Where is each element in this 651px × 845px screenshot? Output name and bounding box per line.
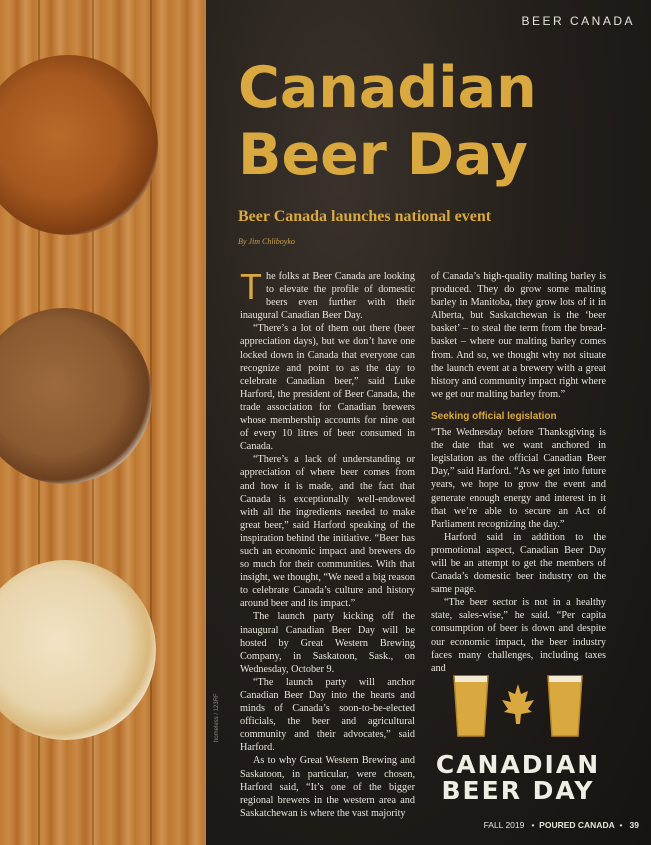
title-line-2: Beer Day <box>238 122 528 188</box>
page-number: 39 <box>629 820 639 830</box>
paragraph: Harford said in addition to the promotional aspect, Canadian Beer Day will be an attempt to get the members of Canada’s domestic beer industry on the same page. <box>431 531 606 596</box>
paragraph: The launch party kicking off the inaugural Canadian Beer Day will be hosted by Great Western Brewing Company, in Saskatoon, Sask., on Wednesday, October 9. <box>240 611 415 675</box>
page-footer: FALL 2019 • POURED CANADA • 39 <box>483 820 639 830</box>
body-column-2 <box>431 270 606 675</box>
paragraph: “There’s a lot of them out there (beer appreciation days), but we don’t have one locked down in Canada that everyone can recognize and point to as the day to celebrate Canadian beer,” said Luke Harford, the president of Beer Canada, the trade association for Canadian brewers whose membership accounts for nine out of every 10 litres of beer consumed in Canada. <box>240 323 415 453</box>
paragraph: he folks at Beer Canada are looking to elevate the profile of domestic beers even further with their inaugural Canadian Beer Day. <box>240 271 415 322</box>
magazine-name: POURED CANADA <box>539 820 615 830</box>
paragraph: “The launch party will anchor Canadian Beer Day into the hearts and minds of Canada’s soon-to-be-elected officials, the beer and agricultural community and their advocates,” said Harford. <box>240 676 415 754</box>
amber-beer-glass <box>0 55 158 235</box>
logo-text-line-1: CANADIAN <box>435 750 601 779</box>
paragraph: of Canada’s high-quality malting barley is produced. They do grow some malting barley in Manitoba, they grow lots of it in Alberta, but Saskatchewan is the ‘beer basket’ – to steal the term from the bread-basket – where our malting barley comes from. And so, we thought why not situate the launch event at a brewery with a great history and community impact right where we get our malting barley from.” <box>431 271 606 400</box>
canadian-beer-day-logo <box>420 672 616 804</box>
logo-glasses-icon <box>420 672 616 742</box>
body-column-1 <box>240 266 415 820</box>
subheading: Seeking official legislation <box>431 410 557 422</box>
byline: By Jim Chliboyko <box>238 237 295 246</box>
paragraph: As to why Great Western Brewing and Saskatoon, in particular, were chosen, Harford said, “It’s one of the bigger regional brewers in the western area and Saskatchewan is where the vast majority <box>240 755 415 819</box>
beer-flight-photo <box>0 0 206 845</box>
article-title <box>238 55 537 189</box>
paragraph: “There’s a lack of understanding or appreciation of where beer comes from and how it is made, and the fact that Canada is exceptionally well-endowed with all the ingredients needed to make great beer,” said Harford speaking of the inspiration behind the initiative. “Beer has such an economic impact and brewers do so much for their communities. With that insight, we thought, “We need a big reason to celebrate Canada’s culture and history around beer and its impact.” <box>240 454 415 610</box>
issue-date: FALL 2019 <box>483 820 525 830</box>
title-line-1: Canadian <box>238 55 537 121</box>
section-label: BEER CANADA <box>521 14 635 28</box>
drop-cap: T <box>240 266 262 307</box>
brown-ale-glass <box>0 308 152 484</box>
photo-credit: homeless / 123RF <box>214 693 220 742</box>
paragraph: “The Wednesday before Thanksgiving is the date that we want anchored in legislation as the official Canadian Beer Day,” said Harford. “As we get into future years, we hope to grow the event and generate enough energy and interest in it that we’re able to secure an Act of Parliament recognizing the day.” <box>431 427 606 530</box>
article-subtitle: Beer Canada launches national event <box>238 208 492 225</box>
wheat-beer-glass <box>0 560 156 740</box>
logo-text-line-2: BEER DAY <box>441 776 595 805</box>
paragraph: “The beer sector is not in a healthy state, sales-wise,” he said. “Per capita consumption of beer is down and despite our economic impact, the beer industry faces many challenges, including taxes and <box>431 597 606 674</box>
maple-leaf-icon <box>502 684 534 724</box>
